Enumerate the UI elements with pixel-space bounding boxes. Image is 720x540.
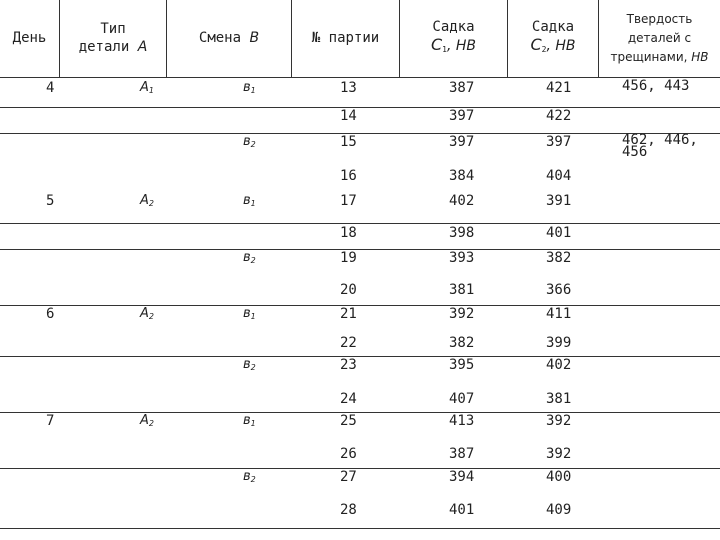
c1-cell (449, 134, 474, 150)
shift-cell (243, 306, 256, 325)
batch-cell (340, 134, 357, 150)
row-divider (0, 412, 720, 413)
c1-cell-value: 395 (449, 357, 475, 373)
header-c1-unit: , HB (446, 37, 477, 54)
batch-cell-value: 17 (340, 193, 357, 209)
c1-cell-value: 407 (449, 391, 475, 407)
header-c2-line1: Садка (531, 18, 575, 35)
c2-cell (546, 108, 571, 124)
batch-cell-value: 26 (340, 446, 357, 462)
c2-cell-value: 366 (546, 282, 572, 298)
c2-cell (546, 469, 571, 485)
type-cell-value: A (140, 306, 149, 321)
c2-cell-value: 381 (546, 391, 572, 407)
day-cell (46, 413, 54, 429)
header-type-line2 (79, 38, 148, 56)
batch-cell-value: 21 (340, 306, 357, 322)
batch-cell-value: 22 (340, 335, 357, 351)
day-cell-value: 4 (46, 80, 55, 96)
c2-cell-value: 402 (546, 357, 572, 373)
shift-cell-subscript: 1 (250, 86, 256, 95)
batch-cell (340, 250, 357, 266)
shift-cell-subscript: 1 (250, 199, 256, 208)
c2-cell-value: 397 (546, 134, 572, 150)
day-cell-value: 5 (46, 193, 55, 209)
hardness-cell (622, 134, 717, 158)
c2-cell (546, 225, 571, 241)
row-divider (0, 133, 720, 134)
c1-cell (449, 335, 474, 351)
c1-cell (449, 391, 474, 407)
row-divider (0, 528, 720, 529)
c1-cell (449, 413, 474, 429)
row-divider (0, 107, 720, 108)
shift-cell (243, 357, 256, 376)
shift-cell-subscript: 1 (250, 312, 256, 321)
header-batch (292, 0, 399, 76)
header-c1-var: C (430, 34, 443, 54)
header-type-word: детали (78, 39, 130, 55)
shift-cell (243, 193, 256, 212)
c1-cell-value: 393 (449, 250, 475, 266)
header-c2 (508, 0, 598, 76)
header-c2-sub: 2 (541, 44, 547, 54)
header-c2-unit: , HB (546, 37, 576, 54)
row-divider (0, 468, 720, 469)
c1-cell-value: 382 (449, 335, 475, 351)
header-day (0, 0, 59, 76)
batch-cell-value: 25 (340, 413, 357, 429)
header-shift-word: Смена (198, 30, 242, 46)
type-cell (140, 193, 154, 212)
type-cell-subscript: 2 (148, 312, 154, 321)
batch-cell-value: 23 (340, 357, 357, 373)
batch-cell-value: 20 (340, 282, 357, 298)
batch-cell (340, 469, 357, 485)
batch-cell-value: 16 (340, 168, 357, 184)
shift-cell (243, 469, 256, 488)
batch-cell (340, 80, 357, 96)
c2-cell-value: 401 (546, 225, 572, 241)
batch-cell-value: 27 (340, 469, 357, 485)
shift-cell-subscript: 2 (250, 140, 256, 149)
c1-cell-value: 392 (449, 306, 475, 322)
c1-cell-value: 402 (449, 193, 475, 209)
header-c1-sub: 1 (442, 44, 447, 54)
c2-cell (546, 306, 571, 322)
c1-cell-value: 394 (449, 469, 475, 485)
hardness-cell (622, 80, 717, 92)
row-divider (0, 77, 720, 78)
c1-cell (449, 502, 474, 518)
c2-cell-value: 392 (546, 413, 572, 429)
c1-cell (449, 193, 474, 209)
c1-cell-value: 397 (449, 108, 475, 124)
row-divider (0, 356, 720, 357)
shift-cell-subscript: 1 (250, 419, 256, 428)
shift-cell-value: в (243, 250, 251, 265)
type-cell (140, 80, 154, 99)
header-hard-line2: деталей с (627, 30, 692, 45)
day-cell-value: 6 (46, 306, 55, 322)
header-type-line1: Тип (100, 21, 126, 37)
day-cell (46, 193, 54, 209)
c1-cell-value: 413 (449, 413, 475, 429)
hardness-cell-value: 456, 443 (622, 78, 690, 94)
header-c1-line2 (431, 36, 476, 59)
shift-cell (243, 413, 256, 432)
day-cell (46, 80, 54, 96)
c1-cell (449, 250, 474, 266)
shift-cell-subscript: 2 (250, 256, 256, 265)
c2-cell (546, 446, 571, 462)
hardness-cell-value: 462, 446, 456 (622, 132, 698, 160)
c1-cell (449, 357, 474, 373)
row-divider (0, 305, 720, 306)
batch-cell (340, 502, 357, 518)
c1-cell-value: 381 (449, 282, 475, 298)
c2-cell (546, 80, 571, 96)
header-type (60, 0, 166, 76)
c2-cell (546, 193, 571, 209)
header-hard-word: трещинами, (610, 49, 688, 64)
header-hard-line3 (610, 48, 708, 67)
batch-cell (340, 225, 357, 241)
shift-cell-value: в (243, 469, 251, 484)
c1-cell (449, 80, 474, 96)
c1-cell-value: 398 (449, 225, 475, 241)
batch-cell-value: 19 (340, 250, 357, 266)
c1-cell (449, 306, 474, 322)
c2-cell-value: 400 (546, 469, 572, 485)
c2-cell (546, 250, 571, 266)
c2-cell-value: 391 (546, 193, 572, 209)
batch-cell (340, 391, 357, 407)
batch-cell (340, 306, 357, 322)
batch-cell-value: 14 (340, 108, 357, 124)
shift-cell-subscript: 2 (250, 363, 256, 372)
c2-cell (546, 391, 571, 407)
c2-cell-value: 409 (546, 502, 572, 518)
day-cell-value: 7 (46, 413, 55, 429)
header-hardness (599, 0, 720, 76)
type-cell (140, 413, 154, 432)
c1-cell-value: 401 (449, 502, 475, 518)
type-cell-value: A (140, 413, 149, 428)
batch-cell-value: 18 (340, 225, 357, 241)
c2-cell (546, 134, 571, 150)
row-divider (0, 249, 720, 250)
c2-cell-value: 392 (546, 446, 572, 462)
c1-cell-value: 384 (449, 168, 475, 184)
header-shift-var: B (249, 30, 260, 46)
header-hard-unit: HB (691, 49, 709, 64)
c2-cell-value: 422 (546, 108, 572, 124)
header-type-var: A (137, 39, 148, 55)
type-cell-subscript: 1 (148, 86, 154, 95)
type-cell-subscript: 2 (148, 199, 154, 208)
shift-cell (243, 134, 256, 153)
shift-cell (243, 250, 256, 269)
c2-cell (546, 413, 571, 429)
shift-cell-value: в (243, 413, 251, 428)
c2-cell-value: 382 (546, 250, 572, 266)
day-cell (46, 306, 54, 322)
batch-cell-value: 15 (340, 134, 357, 150)
shift-cell-value: в (243, 357, 251, 372)
header-c1 (400, 0, 507, 76)
batch-cell (340, 357, 357, 373)
c2-cell-value: 399 (546, 335, 572, 351)
c1-cell (449, 108, 474, 124)
c2-cell (546, 335, 571, 351)
type-cell (140, 306, 154, 325)
type-cell-subscript: 2 (148, 419, 154, 428)
c2-cell (546, 168, 571, 184)
row-divider (0, 223, 720, 224)
c2-cell-value: 411 (546, 306, 572, 322)
batch-cell-value: 28 (340, 502, 357, 518)
batch-cell-value: 13 (340, 80, 357, 96)
c2-cell-value: 404 (546, 168, 572, 184)
batch-cell (340, 335, 357, 351)
shift-cell-value: в (243, 80, 251, 95)
c2-cell (546, 282, 571, 298)
c2-cell-value: 421 (546, 80, 572, 96)
c1-cell (449, 225, 474, 241)
batch-cell (340, 168, 357, 184)
batch-cell-value: 24 (340, 391, 357, 407)
header-c2-line2 (530, 36, 575, 59)
c2-cell (546, 357, 571, 373)
header-c1-line1: Садка (432, 18, 475, 35)
header-c2-var: C (530, 34, 542, 54)
shift-cell (243, 80, 256, 99)
header-shift-line (199, 29, 259, 47)
c1-cell (449, 168, 474, 184)
type-cell-value: A (140, 193, 149, 208)
batch-cell (340, 108, 357, 124)
shift-cell-value: в (243, 306, 251, 321)
c1-cell (449, 446, 474, 462)
header-hard-line1: Твердость (626, 11, 693, 26)
batch-cell (340, 282, 357, 298)
c2-cell (546, 502, 571, 518)
type-cell-value: A (140, 80, 149, 95)
shift-cell-value: в (243, 193, 251, 208)
batch-cell (340, 413, 357, 429)
header-batch-label: № партии (311, 30, 380, 46)
c1-cell-value: 387 (449, 446, 475, 462)
header-shift (167, 0, 291, 76)
header-day-label: День (12, 30, 47, 46)
c1-cell-value: 387 (449, 80, 475, 96)
shift-cell-subscript: 2 (250, 475, 256, 484)
c1-cell-value: 397 (449, 134, 475, 150)
c1-cell (449, 282, 474, 298)
shift-cell-value: в (243, 134, 251, 149)
c1-cell (449, 469, 474, 485)
batch-cell (340, 193, 357, 209)
batch-cell (340, 446, 357, 462)
